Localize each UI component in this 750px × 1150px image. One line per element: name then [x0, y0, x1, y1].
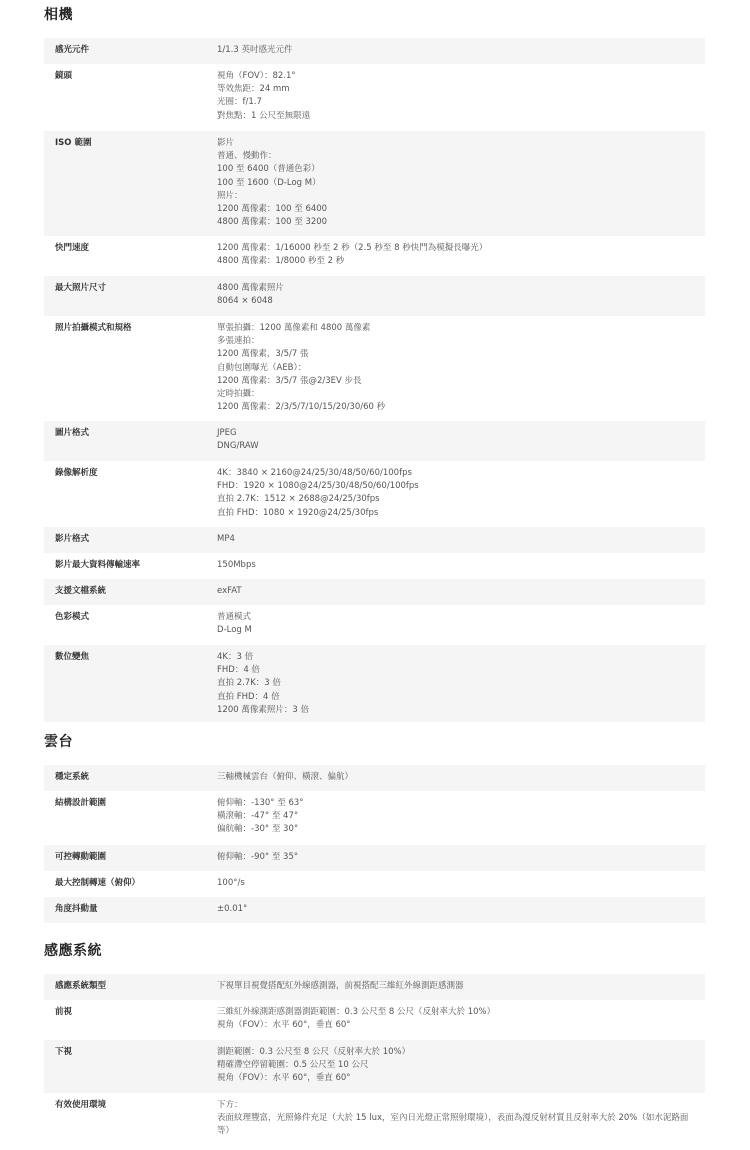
- spec-value-line: 普通、慢動作：: [217, 151, 277, 162]
- spec-value-line: 多張連拍：: [217, 336, 260, 347]
- spec-label: 照片拍攝模式和規格: [55, 323, 132, 333]
- spec-table-gimbal: [44, 765, 705, 923]
- spec-value-line: 俯仰軸：-90° 至 35°: [217, 852, 299, 862]
- spec-label: 最大照片尺寸: [55, 283, 107, 293]
- spec-value: [217, 467, 705, 520]
- spec-row: [44, 421, 705, 461]
- spec-value-line: 精確滯空停留範圍：0.5 公尺至 10 公尺: [217, 1060, 369, 1071]
- spec-value-line: 橫滾軸：-47° 至 47°: [217, 811, 299, 822]
- spec-row: [44, 791, 705, 845]
- spec-label: 支援文檔系統: [55, 586, 107, 596]
- spec-value-line: 直拍 2.7K：1512 × 2688@24/25/30fps: [217, 494, 380, 505]
- spec-label: 穩定系統: [55, 772, 90, 782]
- spec-value-line: 視角（FOV）：水平 60°，垂直 60°: [217, 1020, 351, 1031]
- spec-label: 影片格式: [55, 534, 90, 544]
- spec-value: [217, 1099, 705, 1139]
- spec-value-line: 三維紅外線測距感測器測距範圍：0.3 公尺至 8 公尺（反射率大於 10%）: [217, 1007, 496, 1017]
- spec-row: [44, 131, 705, 236]
- spec-value-line: 視角（FOV）：82.1°: [217, 71, 296, 81]
- spec-row: [44, 64, 705, 131]
- spec-value-line: ±0.01°: [217, 904, 248, 914]
- spec-value-line: 下視單目視覺搭配紅外線感測器，前視搭配三維紅外線測距感測器: [217, 981, 464, 991]
- spec-label: 有效使用環境: [55, 1100, 107, 1110]
- spec-value-line: 自動包圍曝光（AEB）：: [217, 362, 307, 373]
- spec-value-line: D-Log M: [217, 625, 252, 636]
- spec-value-line: 下方：: [217, 1100, 243, 1110]
- spec-label: 圖片格式: [55, 428, 90, 438]
- spec-value-line: 俯仰軸：-130° 至 63°: [217, 798, 304, 808]
- spec-label: 錄像解析度: [55, 468, 98, 478]
- spec-row: [44, 1040, 705, 1093]
- spec-value: [217, 282, 705, 308]
- spec-value-line: 測距範圍：0.3 公尺至 8 公尺（反射率大於 10%）: [217, 1047, 411, 1057]
- spec-row: [44, 645, 705, 722]
- spec-value-line: 4800 萬像素：100 至 3200: [217, 217, 328, 228]
- spec-value-line: 三軸機械雲台（俯仰、橫滾、偏航）: [217, 772, 354, 782]
- spec-value: [217, 137, 705, 229]
- spec-value-line: 普通模式: [217, 612, 252, 622]
- spec-value-line: 1200 萬像素：1/16000 秒至 2 秒（2.5 秒至 8 秒快門為模擬長曝光）: [217, 243, 488, 253]
- spec-value-line: MP4: [217, 534, 235, 544]
- spec-value-line: 1200 萬像素，3/5/7 張: [217, 349, 309, 360]
- spec-value: [217, 797, 705, 837]
- spec-label: 數位變焦: [55, 652, 90, 662]
- spec-value-line: DNG/RAW: [217, 441, 259, 452]
- spec-label: 角度抖動量: [55, 904, 98, 914]
- spec-label: 可控轉動範圍: [55, 852, 107, 862]
- spec-row: [44, 276, 705, 316]
- spec-value-line: 100 至 1600（D-Log M）: [217, 177, 321, 188]
- spec-label: 感光元件: [55, 45, 90, 55]
- spec-label: 色彩模式: [55, 612, 90, 622]
- spec-value: [217, 322, 705, 414]
- spec-value-line: 4800 萬像素照片: [217, 283, 284, 293]
- spec-value-line: 等效焦距：24 mm: [217, 84, 290, 95]
- spec-label: ISO 範圍: [55, 138, 92, 148]
- spec-label: 鏡頭: [55, 71, 73, 81]
- spec-row: [44, 1000, 705, 1040]
- spec-row: [44, 38, 705, 64]
- spec-row: [44, 897, 705, 923]
- spec-value: [217, 44, 705, 57]
- spec-value-line: FHD：1920 × 1080@24/25/30/48/50/60/100fps: [217, 481, 419, 492]
- spec-value: [217, 559, 705, 572]
- spec-value-line: JPEG: [217, 428, 237, 438]
- spec-row: [44, 553, 705, 579]
- section-title-gimbal: 雲台: [44, 734, 73, 750]
- spec-row: [44, 974, 705, 1000]
- spec-value-line: 1/1.3 英吋感光元件: [217, 45, 293, 55]
- spec-label: 快門速度: [55, 243, 90, 253]
- spec-row: [44, 871, 705, 897]
- spec-value: [217, 427, 705, 453]
- spec-value: [217, 611, 705, 637]
- spec-value: [217, 903, 705, 916]
- spec-value-line: 8064 × 6048: [217, 296, 273, 307]
- spec-value-line: FHD：4 倍: [217, 665, 260, 676]
- spec-value-line: 150Mbps: [217, 560, 256, 570]
- spec-value-line: 4K：3 倍: [217, 652, 254, 662]
- spec-row: [44, 527, 705, 553]
- spec-value-line: 單張拍攝：1200 萬像素和 4800 萬像素: [217, 323, 371, 333]
- spec-value-line: 100 至 6400（普通色彩）: [217, 164, 320, 175]
- spec-value-line: 1200 萬像素照片：3 倍: [217, 704, 309, 715]
- spec-value: [217, 877, 705, 890]
- spec-label: 感應系統類型: [55, 981, 107, 991]
- spec-value-line: 視角（FOV）：水平 60°，垂直 60°: [217, 1073, 351, 1084]
- spec-value-line: exFAT: [217, 586, 242, 596]
- spec-value: [217, 1046, 705, 1086]
- spec-value-line: 直拍 FHD：1080 × 1920@24/25/30fps: [217, 507, 379, 518]
- spec-value-line: 4K：3840 × 2160@24/25/30/48/50/60/100fps: [217, 468, 412, 478]
- spec-label: 下視: [55, 1047, 73, 1057]
- spec-table-camera: [44, 38, 705, 722]
- spec-value-line: 表面紋理豐富，光照條件充足（大於 15 lux，室內日光燈正常照射環境），表面為漫反射材質且反射率大於 20%（如水泥路面等）: [217, 1113, 689, 1137]
- spec-value: [217, 771, 705, 784]
- spec-label: 最大控制轉速（俯仰）: [55, 878, 141, 888]
- spec-label: 影片最大資料傳輸速率: [55, 560, 141, 570]
- spec-row: [44, 765, 705, 791]
- spec-value-line: 定時拍攝：: [217, 389, 260, 400]
- spec-value-line: 照片：: [217, 190, 243, 201]
- spec-value: [217, 585, 705, 598]
- spec-value: [217, 533, 705, 546]
- spec-value-line: 影片: [217, 138, 235, 148]
- spec-value-line: 偏航軸：-30° 至 30°: [217, 824, 299, 835]
- spec-row: [44, 579, 705, 605]
- section-title-camera: 相機: [44, 7, 73, 23]
- spec-value: [217, 651, 705, 717]
- spec-value-line: 直拍 FHD：4 倍: [217, 691, 280, 702]
- spec-row: [44, 845, 705, 871]
- spec-value-line: 對焦點：1 公尺至無限遠: [217, 110, 311, 121]
- section-title-sensing: 感應系統: [44, 943, 102, 959]
- spec-table-sensing: [44, 974, 705, 1145]
- spec-value: [217, 851, 705, 864]
- spec-value: [217, 1006, 705, 1032]
- spec-row: [44, 605, 705, 645]
- spec-value: [217, 980, 705, 993]
- spec-value-line: 1200 萬像素：3/5/7 張@2/3EV 步長: [217, 375, 362, 386]
- spec-row: [44, 316, 705, 421]
- spec-row: [44, 1093, 705, 1145]
- spec-value-line: 直拍 2.7K：3 倍: [217, 678, 281, 689]
- spec-value: [217, 70, 705, 123]
- spec-label: 結構設計範圍: [55, 798, 107, 808]
- spec-value-line: 100°/s: [217, 878, 245, 888]
- spec-value-line: 4800 萬像素：1/8000 秒至 2 秒: [217, 256, 345, 267]
- spec-row: [44, 236, 705, 276]
- spec-value-line: 1200 萬像素：2/3/5/7/10/15/20/30/60 秒: [217, 402, 386, 413]
- spec-value-line: 光圈：f/1.7: [217, 97, 262, 108]
- spec-value-line: 1200 萬像素：100 至 6400: [217, 204, 328, 215]
- spec-value: [217, 242, 705, 268]
- spec-label: 前視: [55, 1007, 73, 1017]
- spec-row: [44, 461, 705, 527]
